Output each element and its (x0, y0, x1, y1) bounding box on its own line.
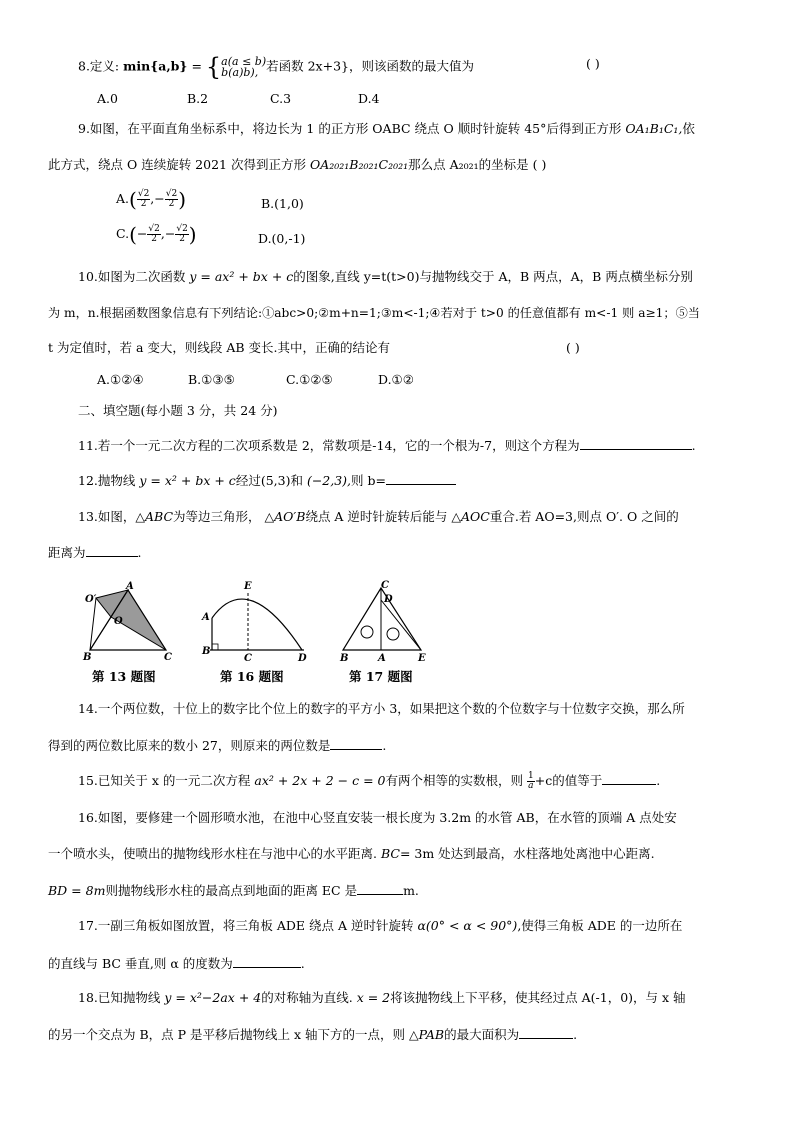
figure-17 (339, 580, 426, 664)
q9-a-rparen: ) (178, 187, 187, 212)
q9-option-a-prefix: A. (116, 191, 130, 206)
q9-line1-tail: 依 (682, 121, 695, 136)
q8-option-a: A.0 (97, 91, 118, 106)
q9-c-minus1: − (136, 226, 148, 241)
q15-math: ax² + 2x + 2 − c = 0 (254, 773, 386, 788)
q13-c: 绕点 A 逆时针旋转后能与 (305, 509, 448, 524)
section-heading: 二、填空题(每小题 3 分，共 24 分) (78, 403, 278, 418)
q9-a-frac1 (137, 190, 150, 209)
q9-option-d: D.(0,-1) (258, 231, 306, 246)
q8-eq: = (187, 58, 206, 74)
q18-line2-b: 的最大面积为 (444, 1027, 520, 1042)
q9-line2-math: OA₂₀₂₁B₂₀₂₁C₂₀₂₁ (309, 157, 409, 172)
q8-prefix: 8.定义: (78, 58, 124, 74)
q13-b: 为等边三角形， (173, 509, 261, 524)
q18-line1-math: y = x²−2ax + 4 (164, 990, 262, 1005)
q9-line2-a: 此方式，绕点 O 连续旋转 2021 次得到正方形 (48, 157, 306, 172)
q14-line2-text: 得到的两位数比原来的数小 27，则原来的两位数是 (48, 738, 331, 753)
fig13-label-a: A (126, 581, 134, 592)
q9-c-frac2-num: √2 (176, 224, 188, 234)
fig16-label-a: A (202, 612, 210, 623)
q9-option-b: B.(1,0) (261, 196, 304, 211)
q15: 15.已知关于 x 的一元二次方程 ax² + 2x + 2 − c = 0有两个相等的实数根，则 $\frac{1}{a}$ +c的值等于 . (78, 771, 661, 791)
q16-line2-b: = 3m 处达到最高，水柱落地处离池中心距离. (399, 846, 655, 861)
q10-line1 (78, 269, 693, 285)
q16-line2 (48, 846, 655, 862)
q11-text: 11.若一个一元二次方程的二次项系数是 2，常数项是-14，它的一个根为-7，则这个方程为 (78, 438, 580, 453)
q17-line2-text: 的直线与 BC 垂直,则 α 的度数为 (48, 956, 233, 971)
fig17-caption: 第 17 题图 (349, 669, 413, 684)
fig17-label-d: D (384, 594, 393, 605)
q9-a-frac1-den: 2 (140, 199, 147, 209)
q8-min-label: min{a,b} (123, 58, 188, 74)
q13-line2-text: 距离为 (48, 545, 86, 560)
q8-suffix: 若函数 2x+3}，则该函数的最大值为 (266, 58, 474, 74)
fig13-label-c: C (164, 652, 172, 663)
q18-line2-a: 的另一个交点为 B，点 P 是平移后抛物线上 x 轴下方的一点，则 (48, 1027, 406, 1042)
q10-option-d: D.①② (378, 372, 414, 387)
fig13-label-b: B (83, 652, 92, 663)
q10-line3: t 为定值时，若 a 变大，则线段 AB 变长.其中，正确的结论有 (48, 340, 391, 355)
fig13-label-o: O (114, 616, 123, 627)
figure-13 (82, 581, 172, 663)
q13-m3: △AOC (451, 509, 490, 524)
q16-line3-math: BD = 8m (48, 883, 106, 898)
q9-option-a: A.( $\frac{√2}{2}$ ,− $\frac{√2}{2}$ ) (116, 187, 187, 212)
q13-answer-blank[interactable] (86, 544, 138, 557)
q9-c-lparen: ( (129, 222, 137, 247)
q10-line1-math: y = ax² + bx + c (189, 269, 294, 284)
q15-a: 15.已知关于 x 的一元二次方程 (78, 773, 251, 788)
q10-option-a: A.①②④ (97, 372, 144, 387)
q9-a-frac2 (165, 190, 178, 209)
q9-c-frac2 (175, 225, 188, 244)
q8-brace: { (205, 53, 222, 81)
q15-frac-num: 1 (527, 771, 534, 781)
q9-c-frac1-num: √2 (148, 224, 160, 234)
q8-stem (78, 53, 474, 81)
q9-line2 (48, 157, 546, 173)
fig16-caption: 第 16 题图 (220, 669, 284, 684)
q9-option-c-prefix: C. (116, 226, 130, 241)
q9-line1-math: OA₁B₁C₁, (625, 121, 683, 136)
q11: 11.若一个一元二次方程的二次项系数是 2，常数项是-14，它的一个根为-7，则这个方程为 . (78, 438, 696, 453)
figure-16 (201, 581, 307, 664)
fig16-label-e: E (244, 581, 252, 592)
q12-b: 经过(5,3)和 (235, 473, 303, 488)
q9-line1 (78, 121, 695, 137)
fig16-parabola (212, 599, 302, 650)
q13-line2: 距离为 . (48, 545, 142, 560)
figures-strip (78, 580, 458, 666)
fig17-label-b: B (340, 653, 349, 664)
q13-m2: △AO′B (264, 509, 306, 524)
fig13-caption: 第 13 题图 (92, 669, 156, 684)
q9-c-frac1 (147, 225, 160, 244)
q14-answer-blank[interactable] (330, 737, 382, 750)
q17-line2: 的直线与 BC 垂直,则 α 的度数为 . (48, 956, 305, 971)
q13-line1 (78, 509, 679, 525)
q17-line1-b: ,使得三角板 ADE 的一边所在 (517, 918, 683, 933)
q8-case1: a(a ≤ b) (221, 55, 267, 68)
q8-option-c: C.3 (270, 91, 292, 106)
q9-a-minus: − (154, 191, 165, 206)
q16-line3-a: 则抛物线形水柱的最高点到地面的距离 EC 是 (105, 883, 358, 898)
q15-frac (527, 772, 535, 791)
q8-answer-paren: ( ) (586, 56, 600, 71)
q13-a: 13.如图， (78, 509, 136, 524)
q12-c: 则 b= (351, 473, 386, 488)
q16-answer-blank[interactable] (357, 882, 403, 895)
q10-option-b: B.①③⑤ (188, 372, 235, 387)
q12 (78, 472, 456, 489)
q18-line1-b: 的对称轴为直线. (261, 990, 353, 1005)
q9-a-frac2-den: 2 (168, 199, 175, 209)
q16-line2-math: BC (380, 846, 400, 861)
fig17-label-e: E (418, 653, 426, 664)
q17-line1-math: α(0° < α < 90°) (417, 918, 518, 933)
q15-c: +c的值等于 (534, 773, 603, 788)
fig13-label-o-prime: O′ (85, 594, 97, 605)
q10-line2: 为 m，n.根据函数图象信息有下列结论:①abc>0;②m+n=1;③m<-1;④若对于 t>0 的任意值都有 m<-1 则 a≥1；⑤当 (48, 306, 700, 320)
q10-answer-paren: ( ) (566, 340, 580, 355)
fig16-label-d: D (298, 653, 307, 664)
fig16-label-b: B (202, 646, 211, 657)
q11-answer-blank[interactable] (580, 437, 692, 450)
fig17-line-de (381, 600, 421, 650)
q12-math1: y = x² + bx + c (139, 473, 236, 488)
q16-line2-a: 一个喷水头，使喷出的抛物线形水柱在与池中心的水平距离. (48, 846, 377, 861)
q15-answer-blank[interactable] (602, 772, 656, 785)
q9-c-minus2: − (164, 226, 176, 241)
fig16-label-c: C (244, 653, 252, 664)
q17-line1-a: 17.一副三角板如图放置，将三角板 ADE 绕点 A 逆时针旋转 (78, 918, 414, 933)
q18-line2: 的另一个交点为 B，点 P 是平移后抛物线上 x 轴下方的一点，则 △PAB的最大面积为 . (48, 1027, 578, 1042)
q8-option-b: B.2 (187, 91, 209, 106)
q8-option-d: D.4 (358, 91, 380, 106)
q9-a-lparen: ( (129, 187, 137, 212)
q10-option-c: C.①②⑤ (286, 372, 333, 387)
q8-cases (221, 56, 266, 78)
q10-line1-b: 的图象,直线 y=t(t>0)与抛物线交于 A，B 两点，A，B 两点横坐标分别 (293, 269, 693, 284)
q18-answer-blank[interactable] (519, 1026, 573, 1039)
q9-line2-b: 那么点 A₂₀₂₁的坐标是 ( ) (408, 157, 547, 172)
fig17-label-a: A (378, 653, 386, 664)
q8-case2: b(a)b), (221, 66, 259, 79)
q9-c-frac2-den: 2 (179, 234, 185, 244)
q18-line1-c: 将该抛物线上下平移，使其经过点 A(-1，0)，与 x 轴 (390, 990, 686, 1005)
q9-a-frac1-num: √2 (137, 189, 150, 199)
q9-c-frac1-den: 2 (151, 234, 157, 244)
q13-m1: △ABC (135, 509, 174, 524)
fig16-right-angle (212, 644, 218, 650)
q17-answer-blank[interactable] (233, 955, 301, 968)
q12-math2: (−2,3), (306, 473, 352, 488)
q15-b: 有两个相等的实数根，则 (385, 773, 523, 788)
q9-a-frac2-num: √2 (165, 189, 178, 199)
q14-line1: 14.一个两位数，十位上的数字比个位上的数字的平方小 3，如果把这个数的个位数字与十位数字交换，那么所 (78, 701, 685, 716)
q16-line1: 16.如图，要修建一个圆形喷水池，在池中心竖直安装一根长度为 3.2m 的水管 AB，在水管的顶端 A 点处安 (78, 810, 677, 825)
q18-line1-a: 18.已知抛物线 (78, 990, 161, 1005)
q16-line3-unit: m. (403, 883, 419, 898)
q17-line1 (78, 918, 682, 934)
q9-line1-text: 9.如图，在平面直角坐标系中，将边长为 1 的正方形 OABC 绕点 O 顺时针旋转 45°后得到正方形 (78, 121, 622, 136)
q12-a: 12.抛物线 (78, 473, 136, 488)
q13-d: 重合.若 AO=3,则点 O′. O 之间的 (489, 509, 679, 524)
q14-line2: 得到的两位数比原来的数小 27，则原来的两位数是 . (48, 738, 387, 753)
q18-line2-math: △PAB (409, 1027, 445, 1042)
q9-c-rparen: ) (188, 222, 197, 247)
q10-line1-a: 10.如图为二次函数 (78, 269, 186, 284)
fig17-circle-left (361, 626, 373, 638)
q16-line3 (48, 882, 419, 899)
q9-option-c: C.(− $\frac{√2}{2}$ ,− $\frac{√2}{2}$ ) (116, 222, 197, 247)
fig17-circle-right (387, 628, 399, 640)
fig17-label-c: C (381, 580, 389, 591)
q15-frac-den: a (528, 781, 534, 791)
q18-line1-math2: x = 2 (356, 990, 391, 1005)
fig17-triangle-bce (343, 588, 421, 650)
q12-answer-blank[interactable] (386, 472, 456, 485)
q18-line1 (78, 990, 686, 1006)
